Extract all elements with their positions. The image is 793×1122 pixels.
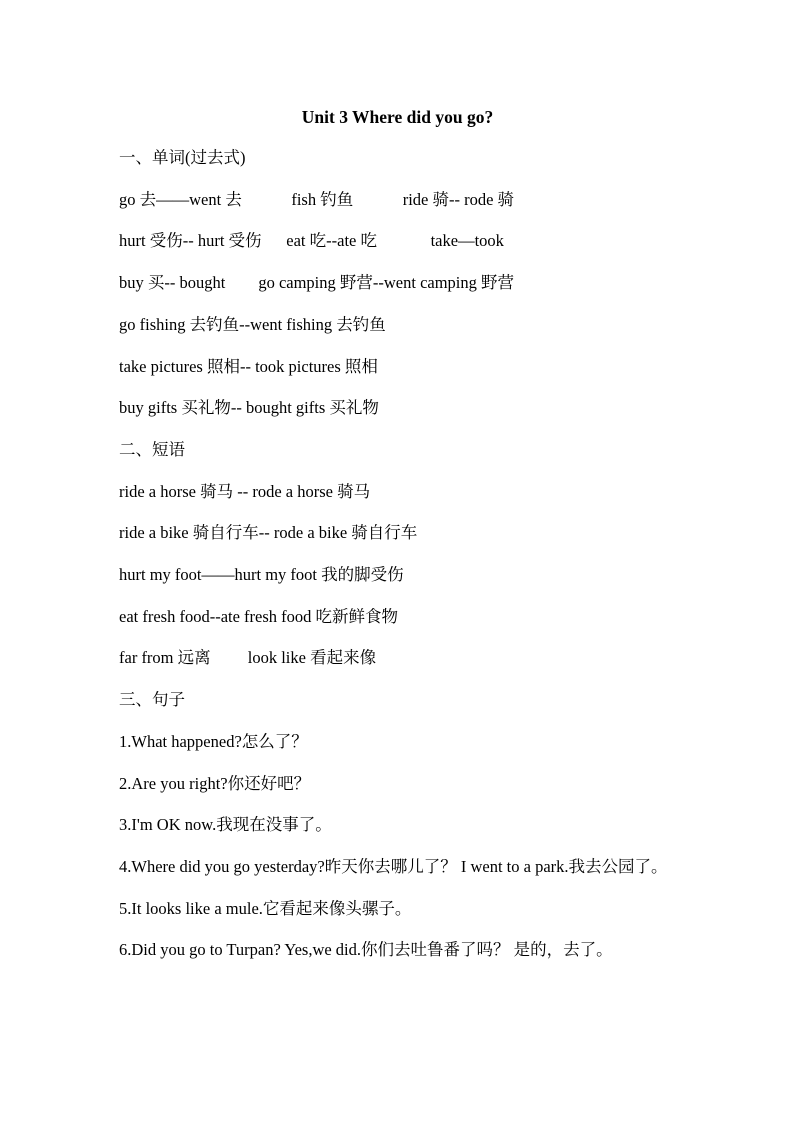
sentence-line: 1.What happened?怎么了？ (119, 731, 308, 751)
sentence-line: 6.Did you go to Turpan? Yes,we did.你们去吐鲁番了吗？ 是的，去了。 (119, 940, 613, 960)
sentence-line: 2.Are you right?你还好吧？ (119, 773, 311, 793)
section-heading-sentences: 三、句子 (119, 690, 185, 710)
vocab-line: go 去——went 去 fish 钓鱼 ride 骑-- rode 骑 (119, 189, 515, 209)
phrase-line: hurt my foot——hurt my foot 我的脚受伤 (119, 565, 404, 585)
phrase-line: far from 远离 look like 看起来像 (119, 648, 377, 668)
vocab-line: go fishing 去钓鱼--went fishing 去钓鱼 (119, 314, 386, 334)
section-heading-words: 一、单词(过去式) (119, 148, 246, 167)
page-title: Unit 3 Where did you go? (301, 107, 494, 127)
vocab-line: hurt 受伤-- hurt 受伤 eat 吃--ate 吃 take—took (119, 231, 504, 251)
phrase-line: eat fresh food--ate fresh food 吃新鲜食物 (119, 606, 399, 626)
sentence-line: 3.I'm OK now.我现在没事了。 (119, 815, 332, 835)
vocab-line: buy gifts 买礼物-- bought gifts 买礼物 (119, 398, 379, 418)
sentence-line: 4.Where did you go yesterday?昨天你去哪儿了？ I went to a park.我去公园了。 (119, 856, 668, 876)
phrase-line: ride a horse 骑马 -- rode a horse 骑马 (119, 481, 371, 501)
section-heading-phrases: 二、短语 (119, 439, 185, 459)
vocab-line: take pictures 照相-- took pictures 照相 (119, 356, 378, 376)
sentence-line: 5.It looks like a mule.它看起来像头骡子。 (119, 898, 412, 918)
phrase-line: ride a bike 骑自行车-- rode a bike 骑自行车 (119, 523, 418, 543)
vocab-line: buy 买-- bought go camping 野营--went camping 野营 (119, 273, 515, 293)
document-body (119, 137, 679, 971)
